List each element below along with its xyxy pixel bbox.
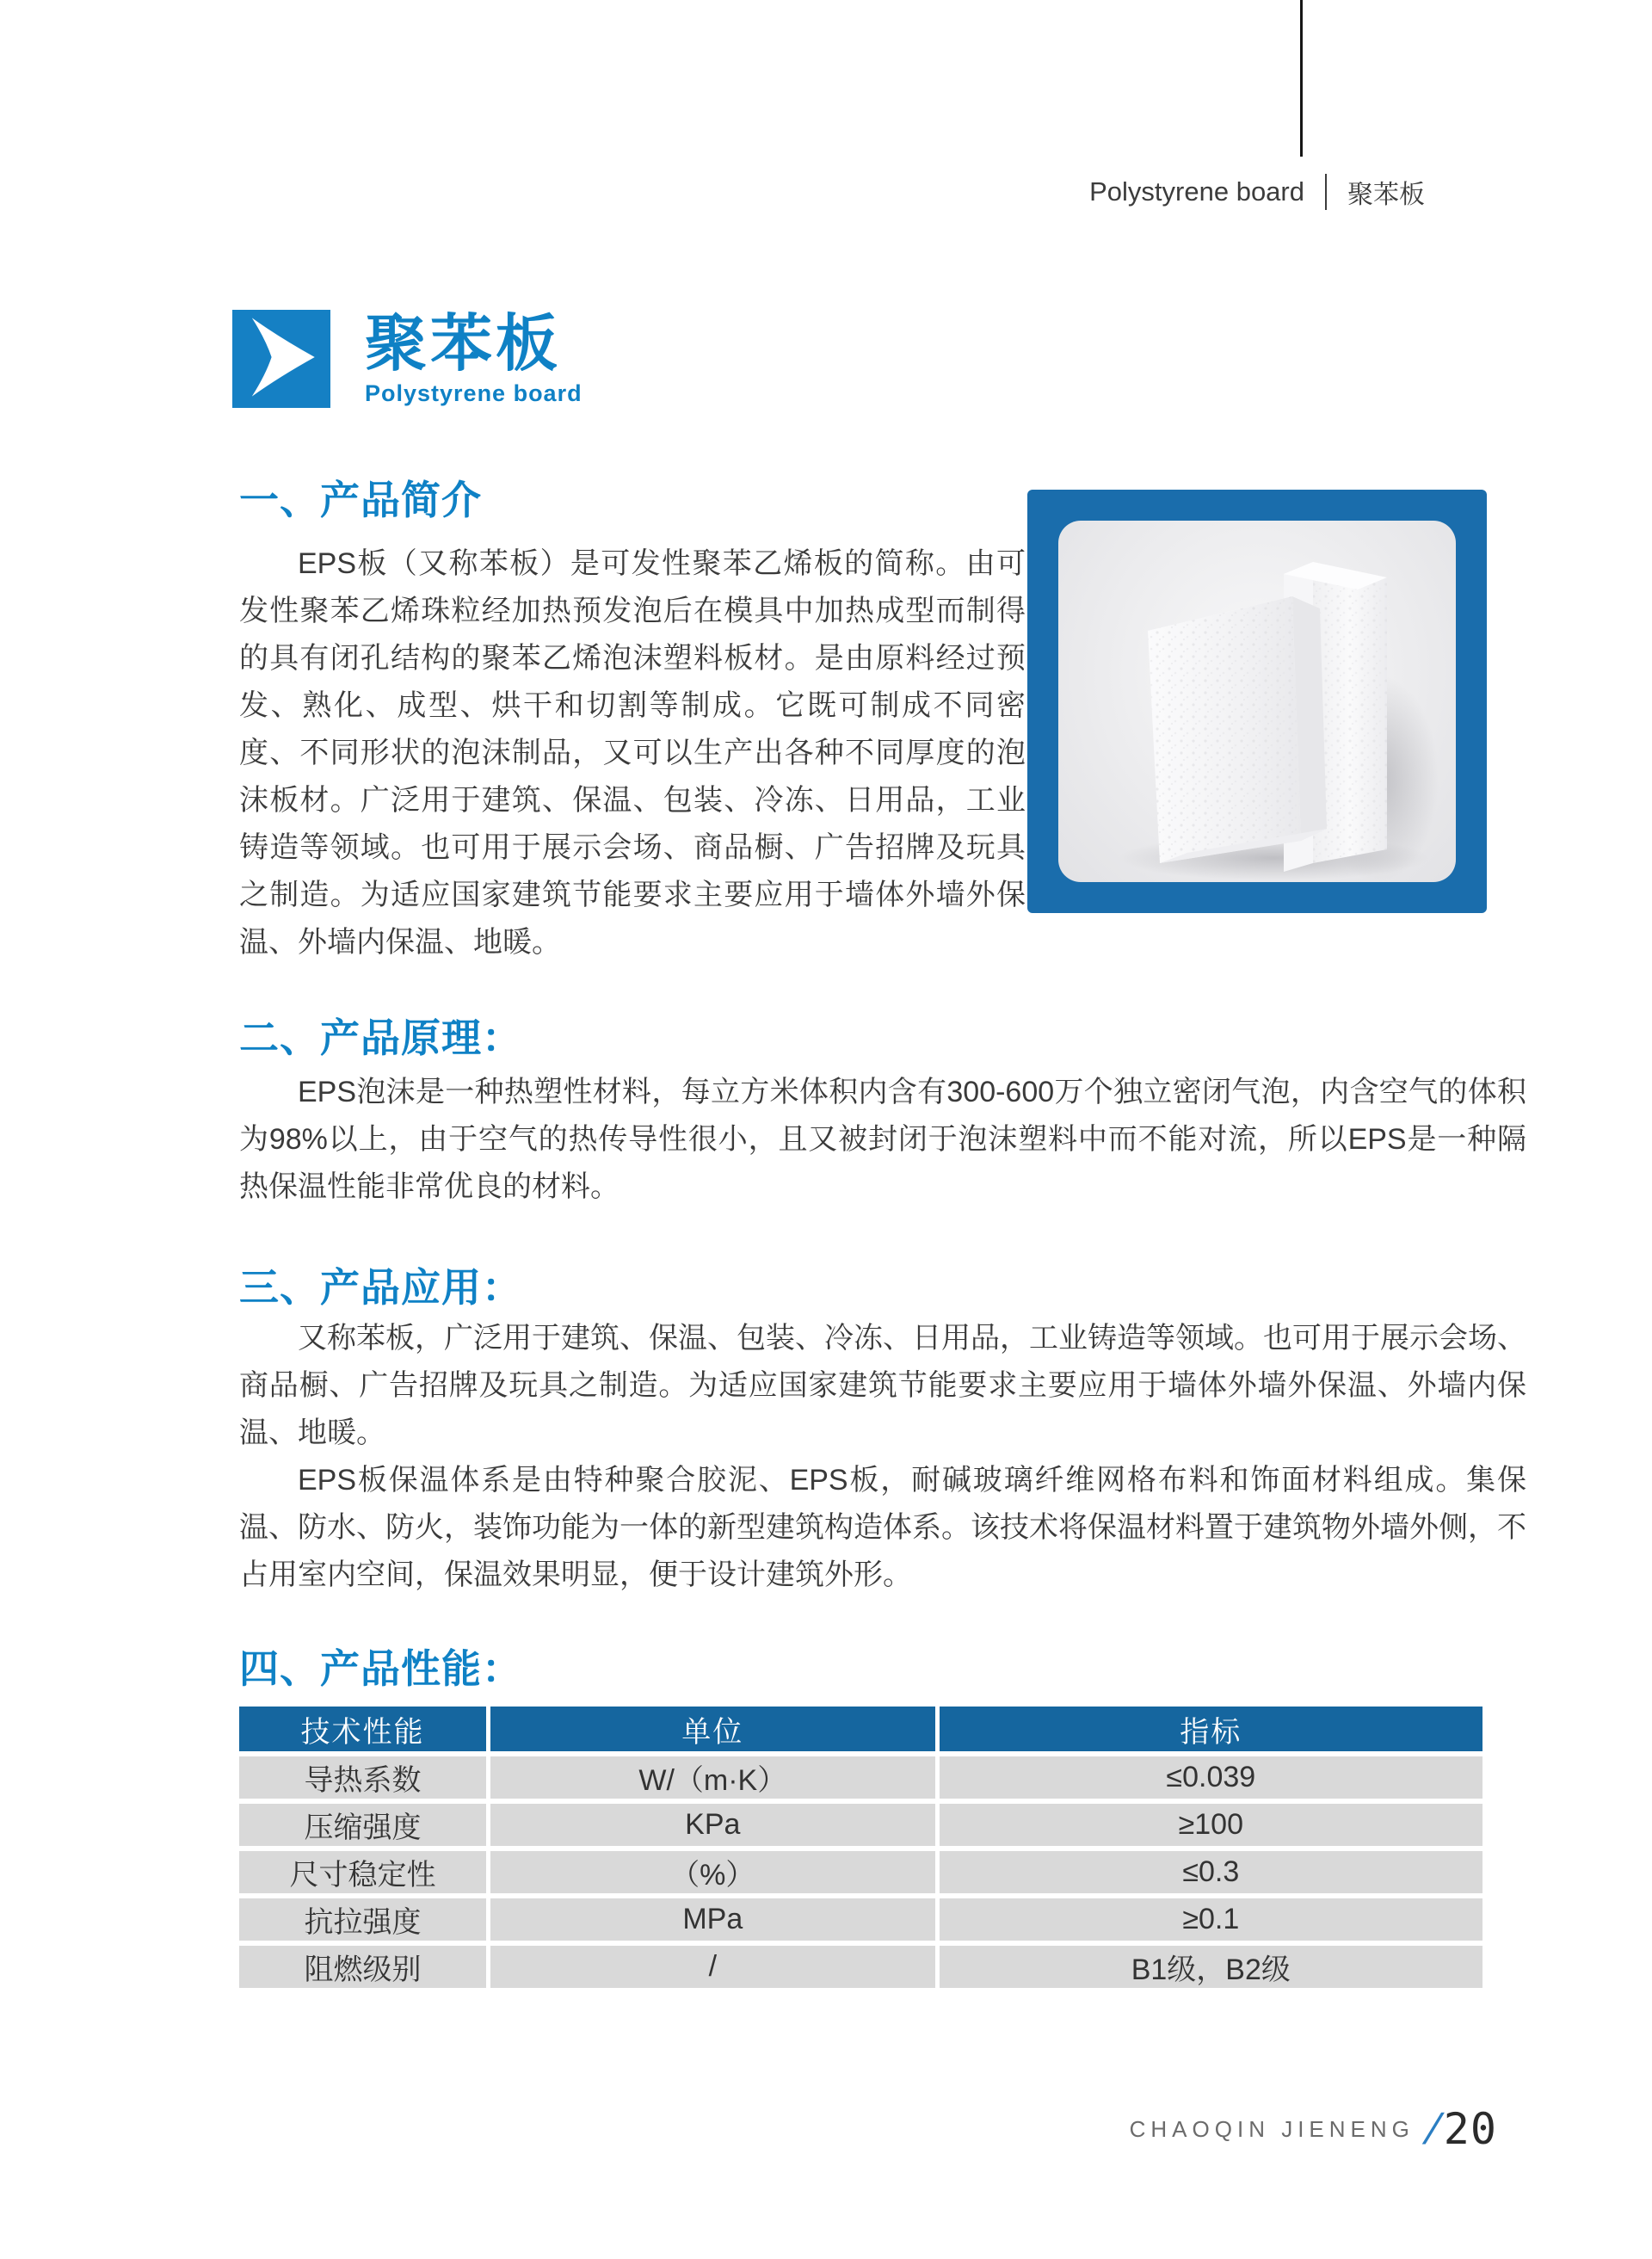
footer-slash: / [1422, 2105, 1442, 2153]
section-heading-intro: 一、产品简介 [239, 478, 482, 522]
corner-rule [1300, 0, 1303, 157]
principle-paragraph [239, 1069, 1526, 1211]
table-row [239, 1946, 1482, 1988]
table-header-row [239, 1707, 1482, 1751]
table-cell: ≥100 [940, 1804, 1482, 1846]
table-row [239, 1804, 1482, 1846]
logo [232, 310, 583, 408]
footer-page-number: 20 [1443, 2104, 1497, 2154]
table-cell: MPa [490, 1898, 935, 1941]
table-row [239, 1898, 1482, 1941]
table-cell: （%） [490, 1851, 935, 1893]
table-cell: / [490, 1946, 935, 1988]
table-cell: 阻燃级别 [239, 1946, 486, 1988]
table-row [239, 1851, 1482, 1893]
running-head [946, 165, 1480, 219]
table-header-property: 技术性能 [239, 1707, 486, 1751]
page-footer [1101, 2103, 1497, 2155]
logo-text [365, 310, 583, 407]
table-cell: B1级，B2级 [940, 1946, 1482, 1988]
principle-paragraph-text: EPS泡沫是一种热塑性材料，每立方米体积内含有300-600万个独立密闭气泡，内含空气的体积为98%以上，由于空气的热传导性很小，且又被封闭于泡沫塑料中而不能对流，所以EPS是一种隔热保温性能非常优良的材料。 [239, 1076, 1526, 1203]
eps-foam-image [1058, 521, 1456, 882]
logo-square [232, 310, 330, 408]
table-cell: 压缩强度 [239, 1804, 486, 1846]
logo-subtitle: Polystyrene board [365, 380, 583, 406]
table-header-index: 指标 [940, 1707, 1482, 1751]
running-head-title-en: Polystyrene board [1089, 176, 1304, 207]
application-paragraph-2: EPS板保温体系是由特种聚合胶泥、EPS板，耐碱玻璃纤维网格布料和饰面材料组成。集保温、防水、防火，装饰功能为一体的新型建筑构造体系。该技术将保温材料置于建筑物外墙外侧，不占用室内空间，保温效果明显，便于设计建筑外形。 [239, 1464, 1526, 1591]
product-photo-frame [1027, 490, 1487, 913]
table-row [239, 1756, 1482, 1799]
intro-paragraph [239, 540, 1026, 966]
running-head-title-cn: 聚苯板 [1347, 181, 1425, 209]
table-cell: ≥0.1 [940, 1898, 1482, 1941]
eps-foam-illustration [1058, 521, 1456, 882]
footer-company-name: CHAOQIN JIENENG [1129, 2115, 1415, 2142]
application-paragraphs [239, 1315, 1526, 1599]
table-header-unit: 单位 [490, 1707, 935, 1751]
intro-paragraph-text: EPS板（又称苯板）是可发性聚苯乙烯板的简称。由可发性聚苯乙烯珠粒经加热预发泡后在模具中加热成型而制得的具有闭孔结构的聚苯乙烯泡沫塑料板材。是由原料经过预发、熟化、成型、烘干和切割等制成。它既可制成不同密度、不同形状的泡沫制品，又可以生产出各种不同厚度的泡沫板材。广泛用于建筑、保温、包装、冷冻、日用品，工业铸造等领域。也可用于展示会场、商品橱、广告招牌及玩具之制造。为适应国家建筑节能要求主要应用于墙体外墙外保温、外墙内保温、地暖。 [239, 547, 1026, 959]
right-arrow-icon [232, 308, 330, 410]
section-heading-performance: 四、产品性能： [239, 1647, 522, 1691]
table-cell: 导热系数 [239, 1756, 486, 1799]
table-cell: 抗拉强度 [239, 1898, 486, 1941]
table-cell: 尺寸稳定性 [239, 1851, 486, 1893]
table-cell: W/（m·K） [490, 1756, 935, 1799]
section-heading-principle: 二、产品原理： [239, 1016, 522, 1060]
running-head-divider [1325, 174, 1327, 210]
application-paragraph-1: 又称苯板，广泛用于建筑、保温、包装、冷冻、日用品，工业铸造等领域。也可用于展示会场、商品橱、广告招牌及玩具之制造。为适应国家建筑节能要求主要应用于墙体外墙外保温、外墙内保温、地暖。 [239, 1322, 1526, 1449]
table-cell: ≤0.039 [940, 1756, 1482, 1799]
table-cell: ≤0.3 [940, 1851, 1482, 1893]
logo-title: 聚苯板 [365, 310, 562, 379]
section-heading-application: 三、产品应用： [239, 1266, 522, 1310]
table-cell: KPa [490, 1804, 935, 1846]
performance-table [235, 1701, 1487, 1993]
